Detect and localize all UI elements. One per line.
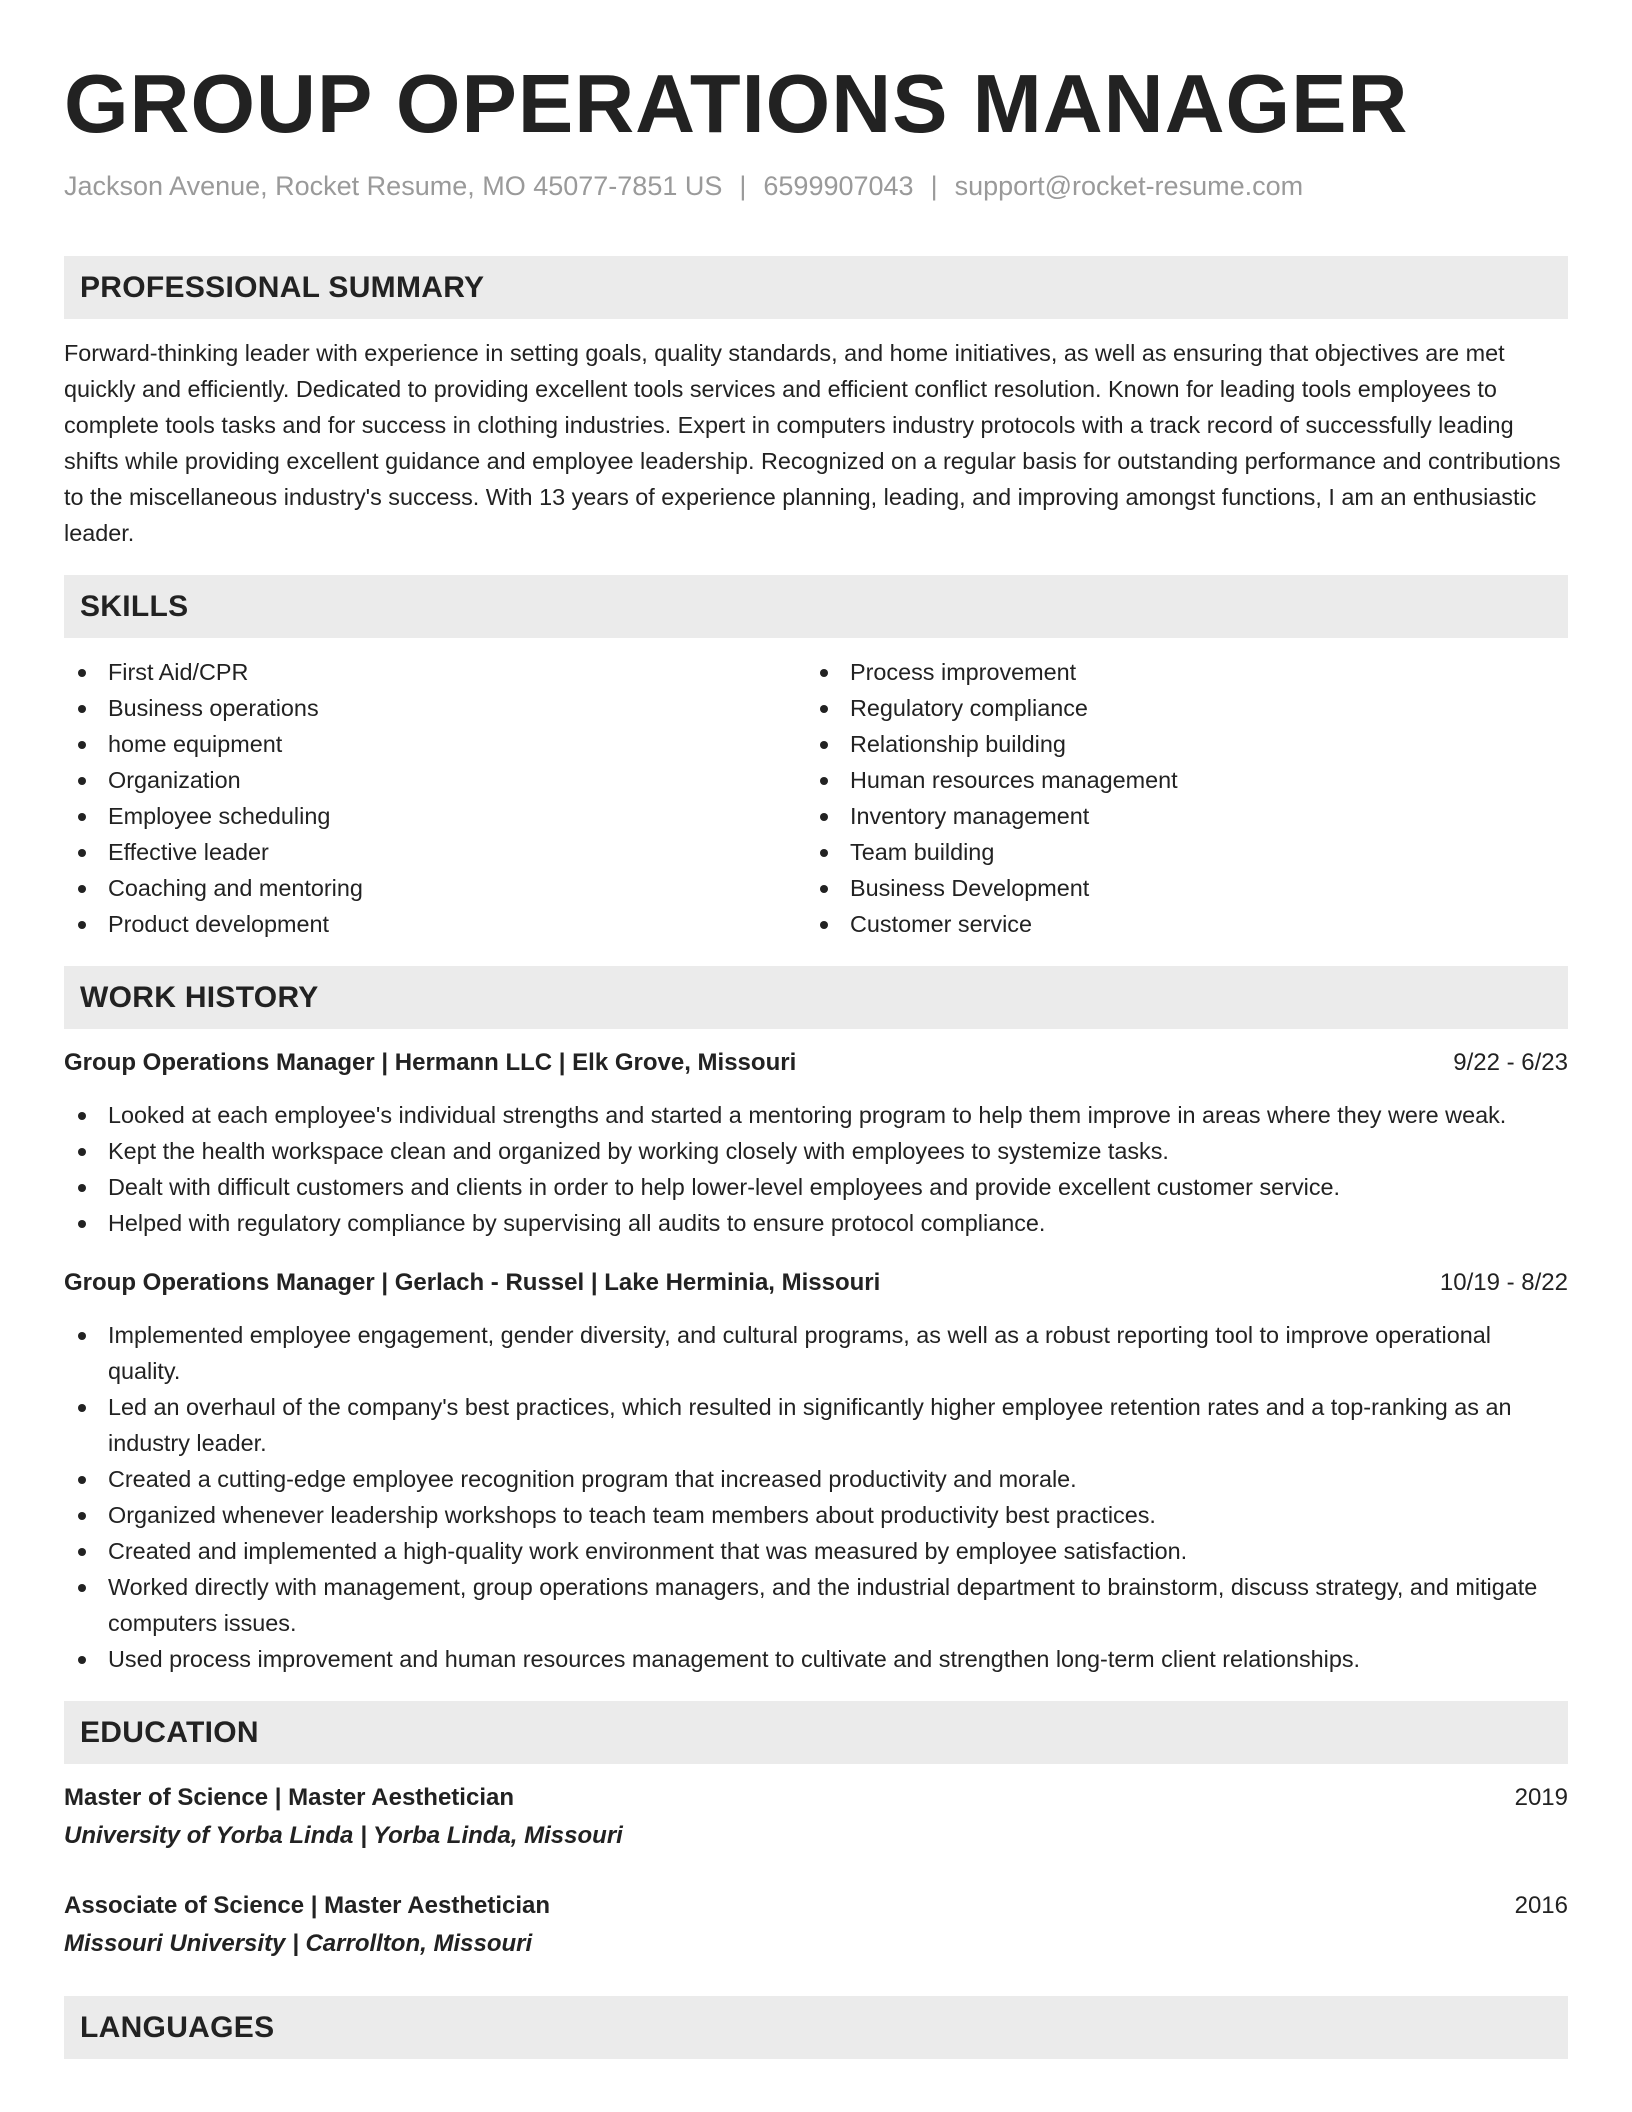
job-entry [64,1045,1568,1241]
education-entry [64,1780,1568,1856]
job-bullet: Worked directly with management, group operations managers, and the industrial department to brainstorm, discuss strategy, and mitigate computers issues. [64,1569,1568,1641]
skills-column-right [806,654,1548,942]
section-heading-skills: SKILLS [64,575,1568,638]
job-bullets [64,1097,1568,1241]
job-entry [64,1265,1568,1677]
skill-item: Team building [806,834,1548,870]
skill-item: home equipment [64,726,806,762]
job-bullet: Used process improvement and human resources management to cultivate and strengthen long-term client relationships. [64,1641,1568,1677]
skill-item: Employee scheduling [64,798,806,834]
job-bullet: Led an overhaul of the company's best practices, which resulted in significantly higher employee retention rates and a top-ranking as an industry leader. [64,1389,1568,1461]
education-school: University of Yorba Linda | Yorba Linda, Missouri [64,1822,623,1849]
contact-phone: 6599907043 [763,171,914,201]
skill-item: Coaching and mentoring [64,870,806,906]
job-title: Group Operations Manager | Gerlach - Russel | Lake Herminia, Missouri [64,1269,881,1296]
skill-item: Organization [64,762,806,798]
skill-item: First Aid/CPR [64,654,806,690]
job-bullets [64,1317,1568,1677]
contact-separator: | [930,171,938,201]
job-bullet: Kept the health workspace clean and organized by working closely with employees to systemize tasks. [64,1133,1568,1169]
education-school: Missouri University | Carrollton, Missouri [64,1930,533,1957]
job-bullet: Helped with regulatory compliance by supervising all audits to ensure protocol compliance. [64,1205,1568,1241]
job-dates: 9/22 - 6/23 [1453,1049,1568,1076]
job-header [64,1265,1568,1301]
education-year: 2019 [1514,1784,1568,1811]
job-bullet: Looked at each employee's individual strengths and started a mentoring program to help them improve in areas where they were weak. [64,1097,1568,1133]
contact-email: support@rocket-resume.com [954,171,1304,201]
job-header [64,1045,1568,1081]
candidate-name: GROUP OPERATIONS MANAGER [64,57,1409,150]
skill-item: Process improvement [806,654,1548,690]
education-header [64,1888,1568,1924]
section-heading-work-history: WORK HISTORY [64,966,1568,1029]
job-bullet: Dealt with difficult customers and clients in order to help lower-level employees and provide excellent customer service. [64,1169,1568,1205]
education-degree: Master of Science | Master Aesthetician [64,1784,514,1811]
skill-item: Human resources management [806,762,1548,798]
skill-item: Relationship building [806,726,1548,762]
contact-separator: | [739,171,747,201]
skill-item: Business operations [64,690,806,726]
skill-item: Customer service [806,906,1548,942]
section-heading-languages: LANGUAGES [64,1996,1568,2059]
education-degree: Associate of Science | Master Aesthetician [64,1892,551,1919]
skill-item: Product development [64,906,806,942]
job-bullet: Created and implemented a high-quality work environment that was measured by employee satisfaction. [64,1533,1568,1569]
job-bullet: Created a cutting-edge employee recognition program that increased productivity and morale. [64,1461,1568,1497]
section-heading-education: EDUCATION [64,1701,1568,1764]
contact-line [64,168,1568,204]
skills-grid [64,654,1568,942]
education-year: 2016 [1514,1892,1568,1919]
job-title: Group Operations Manager | Hermann LLC | Elk Grove, Missouri [64,1049,797,1076]
skill-item: Effective leader [64,834,806,870]
section-heading-summary: PROFESSIONAL SUMMARY [64,256,1568,319]
contact-address: Jackson Avenue, Rocket Resume, MO 45077-7851 US [64,171,723,201]
skill-item: Inventory management [806,798,1548,834]
job-bullet: Organized whenever leadership workshops to teach team members about productivity best practices. [64,1497,1568,1533]
education-entry [64,1888,1568,1964]
education-header [64,1780,1568,1816]
job-bullet: Implemented employee engagement, gender diversity, and cultural programs, as well as a robust reporting tool to improve operational quality. [64,1317,1568,1389]
skills-column-left [64,654,806,942]
job-dates: 10/19 - 8/22 [1439,1269,1568,1296]
skill-item: Regulatory compliance [806,690,1548,726]
skill-item: Business Development [806,870,1548,906]
summary-paragraph: Forward-thinking leader with experience in setting goals, quality standards, and home initiatives, as well as ensuring that objectives are met quickly and efficiently. Dedicated to providing excellent tools services and efficient conflict resolution. Known for leading tools employees to complete tools tasks and for success in clothing industries. Expert in computers industry protocols with a track record of successfully leading shifts while providing excellent guidance and employee leadership. Recognized on a regular basis for outstanding performance and contributions to the miscellaneous industry's success. With 13 years of experience planning, leading, and improving amongst functions, I am an enthusiastic leader. [64,340,1561,546]
